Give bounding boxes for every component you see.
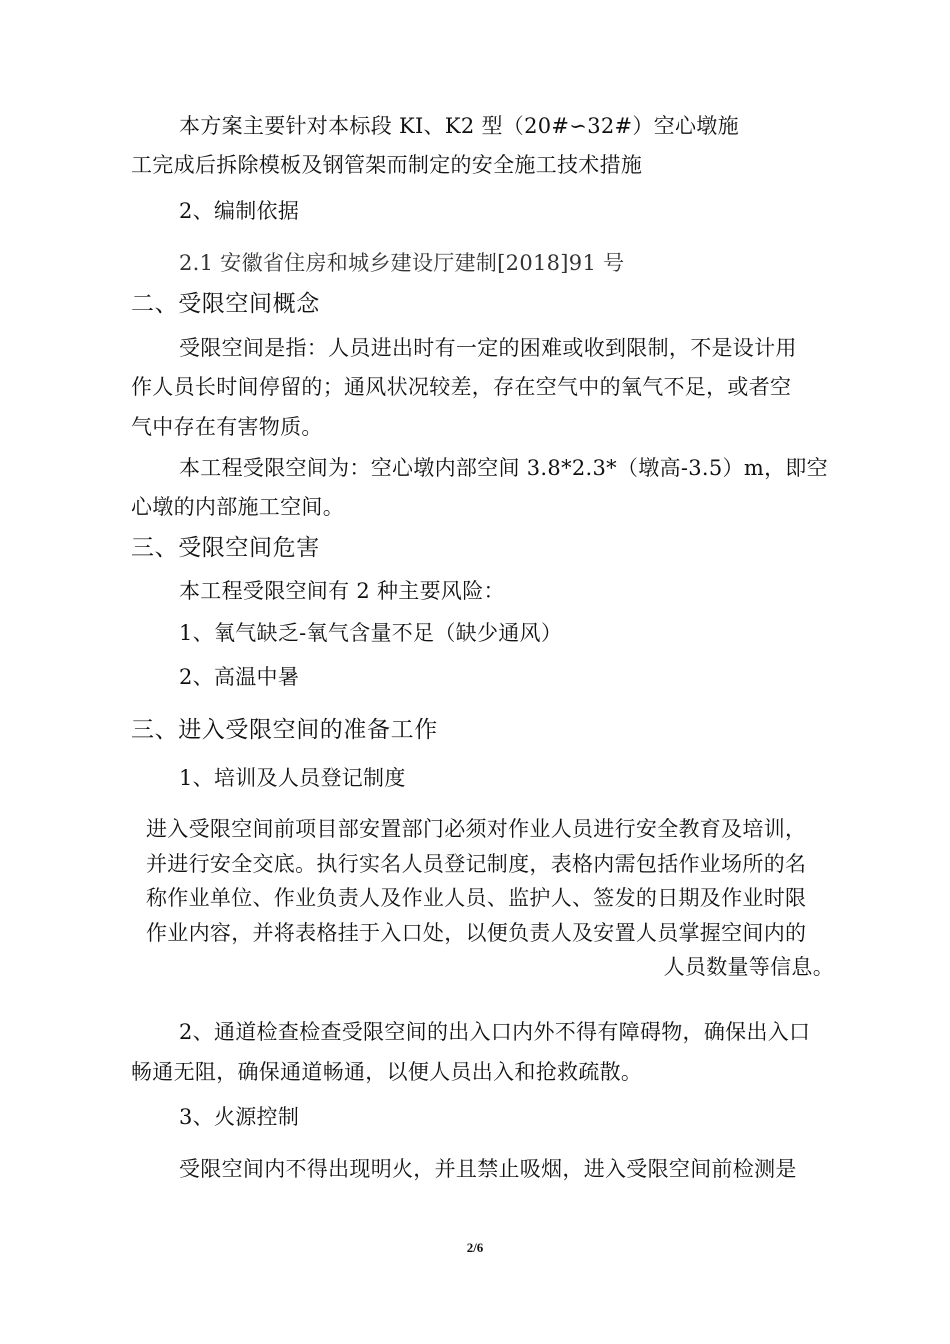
concept-line-3: 气中存在有害物质。 (131, 415, 323, 439)
risk-item-2: 2、高温中暑 (179, 665, 300, 689)
basis-title: 2、编制依据 (179, 199, 300, 223)
intro-line-1: 本方案主要针对本标段 KI、K2 型（20#∽32#）空心墩施 (179, 114, 739, 138)
prep2-line-1: 2、通道检查检查受限空间的出入口内外不得有障碍物，确保出入口 (179, 1020, 811, 1044)
risk-item-1: 1、氧气缺乏-氧气含量不足（缺少通风） (179, 621, 563, 645)
prep1-title: 1、培训及人员登记制度 (179, 766, 406, 790)
basis-item: 2.1 安徽省住房和城乡建设厅建制[2018]91 号 (179, 251, 625, 275)
prep3-title: 3、火源控制 (179, 1105, 300, 1129)
prep3-line-1: 受限空间内不得出现明火，并且禁止吸烟，进入受限空间前检测是 (179, 1157, 797, 1181)
prep1-body-line: 进入受限空间前项目部安置部门必须对作业人员进行安全教育及培训， (146, 817, 807, 841)
intro-line-2: 工完成后拆除模板及钢管架而制定的安全施工技术措施 (131, 153, 643, 177)
risk-intro: 本工程受限空间有 2 种主要风险： (179, 579, 505, 603)
section3-title: 三、受限空间危害 (131, 535, 320, 561)
section2-title: 二、受限空间概念 (131, 291, 320, 317)
prep1-body (146, 812, 846, 985)
concept-line-1: 受限空间是指：人员进出时有一定的困难或收到限制，不是设计用 (179, 336, 797, 360)
prep1-body-line: 称作业单位、作业负责人及作业人员、监护人、签发的日期及作业时限 (146, 886, 807, 910)
project-line-2: 心墩的内部施工空间。 (131, 495, 344, 519)
prep1-body-line: 作业内容，并将表格挂于入口处，以便负责人及安置人员掌握空间内的 (146, 920, 807, 945)
prep2-line-2: 畅通无阻，确保通道畅通，以便人员出入和抢救疏散。 (131, 1060, 643, 1084)
prep1-body-line: 并进行安全交底。执行实名人员登记制度，表格内需包括作业场所的名 (146, 851, 807, 876)
prep1-body-line: 人员数量等信息。 (663, 955, 834, 979)
section4-title: 三、进入受限空间的准备工作 (131, 717, 438, 743)
page-number: 2/6 (466, 1240, 484, 1255)
project-line-1: 本工程受限空间为：空心墩内部空间 3.8*2.3*（墩高-3.5）m，即空 (179, 456, 828, 480)
concept-line-2: 作人员长时间停留的；通风状况较差，存在空气中的氧气不足，或者空 (131, 375, 792, 399)
